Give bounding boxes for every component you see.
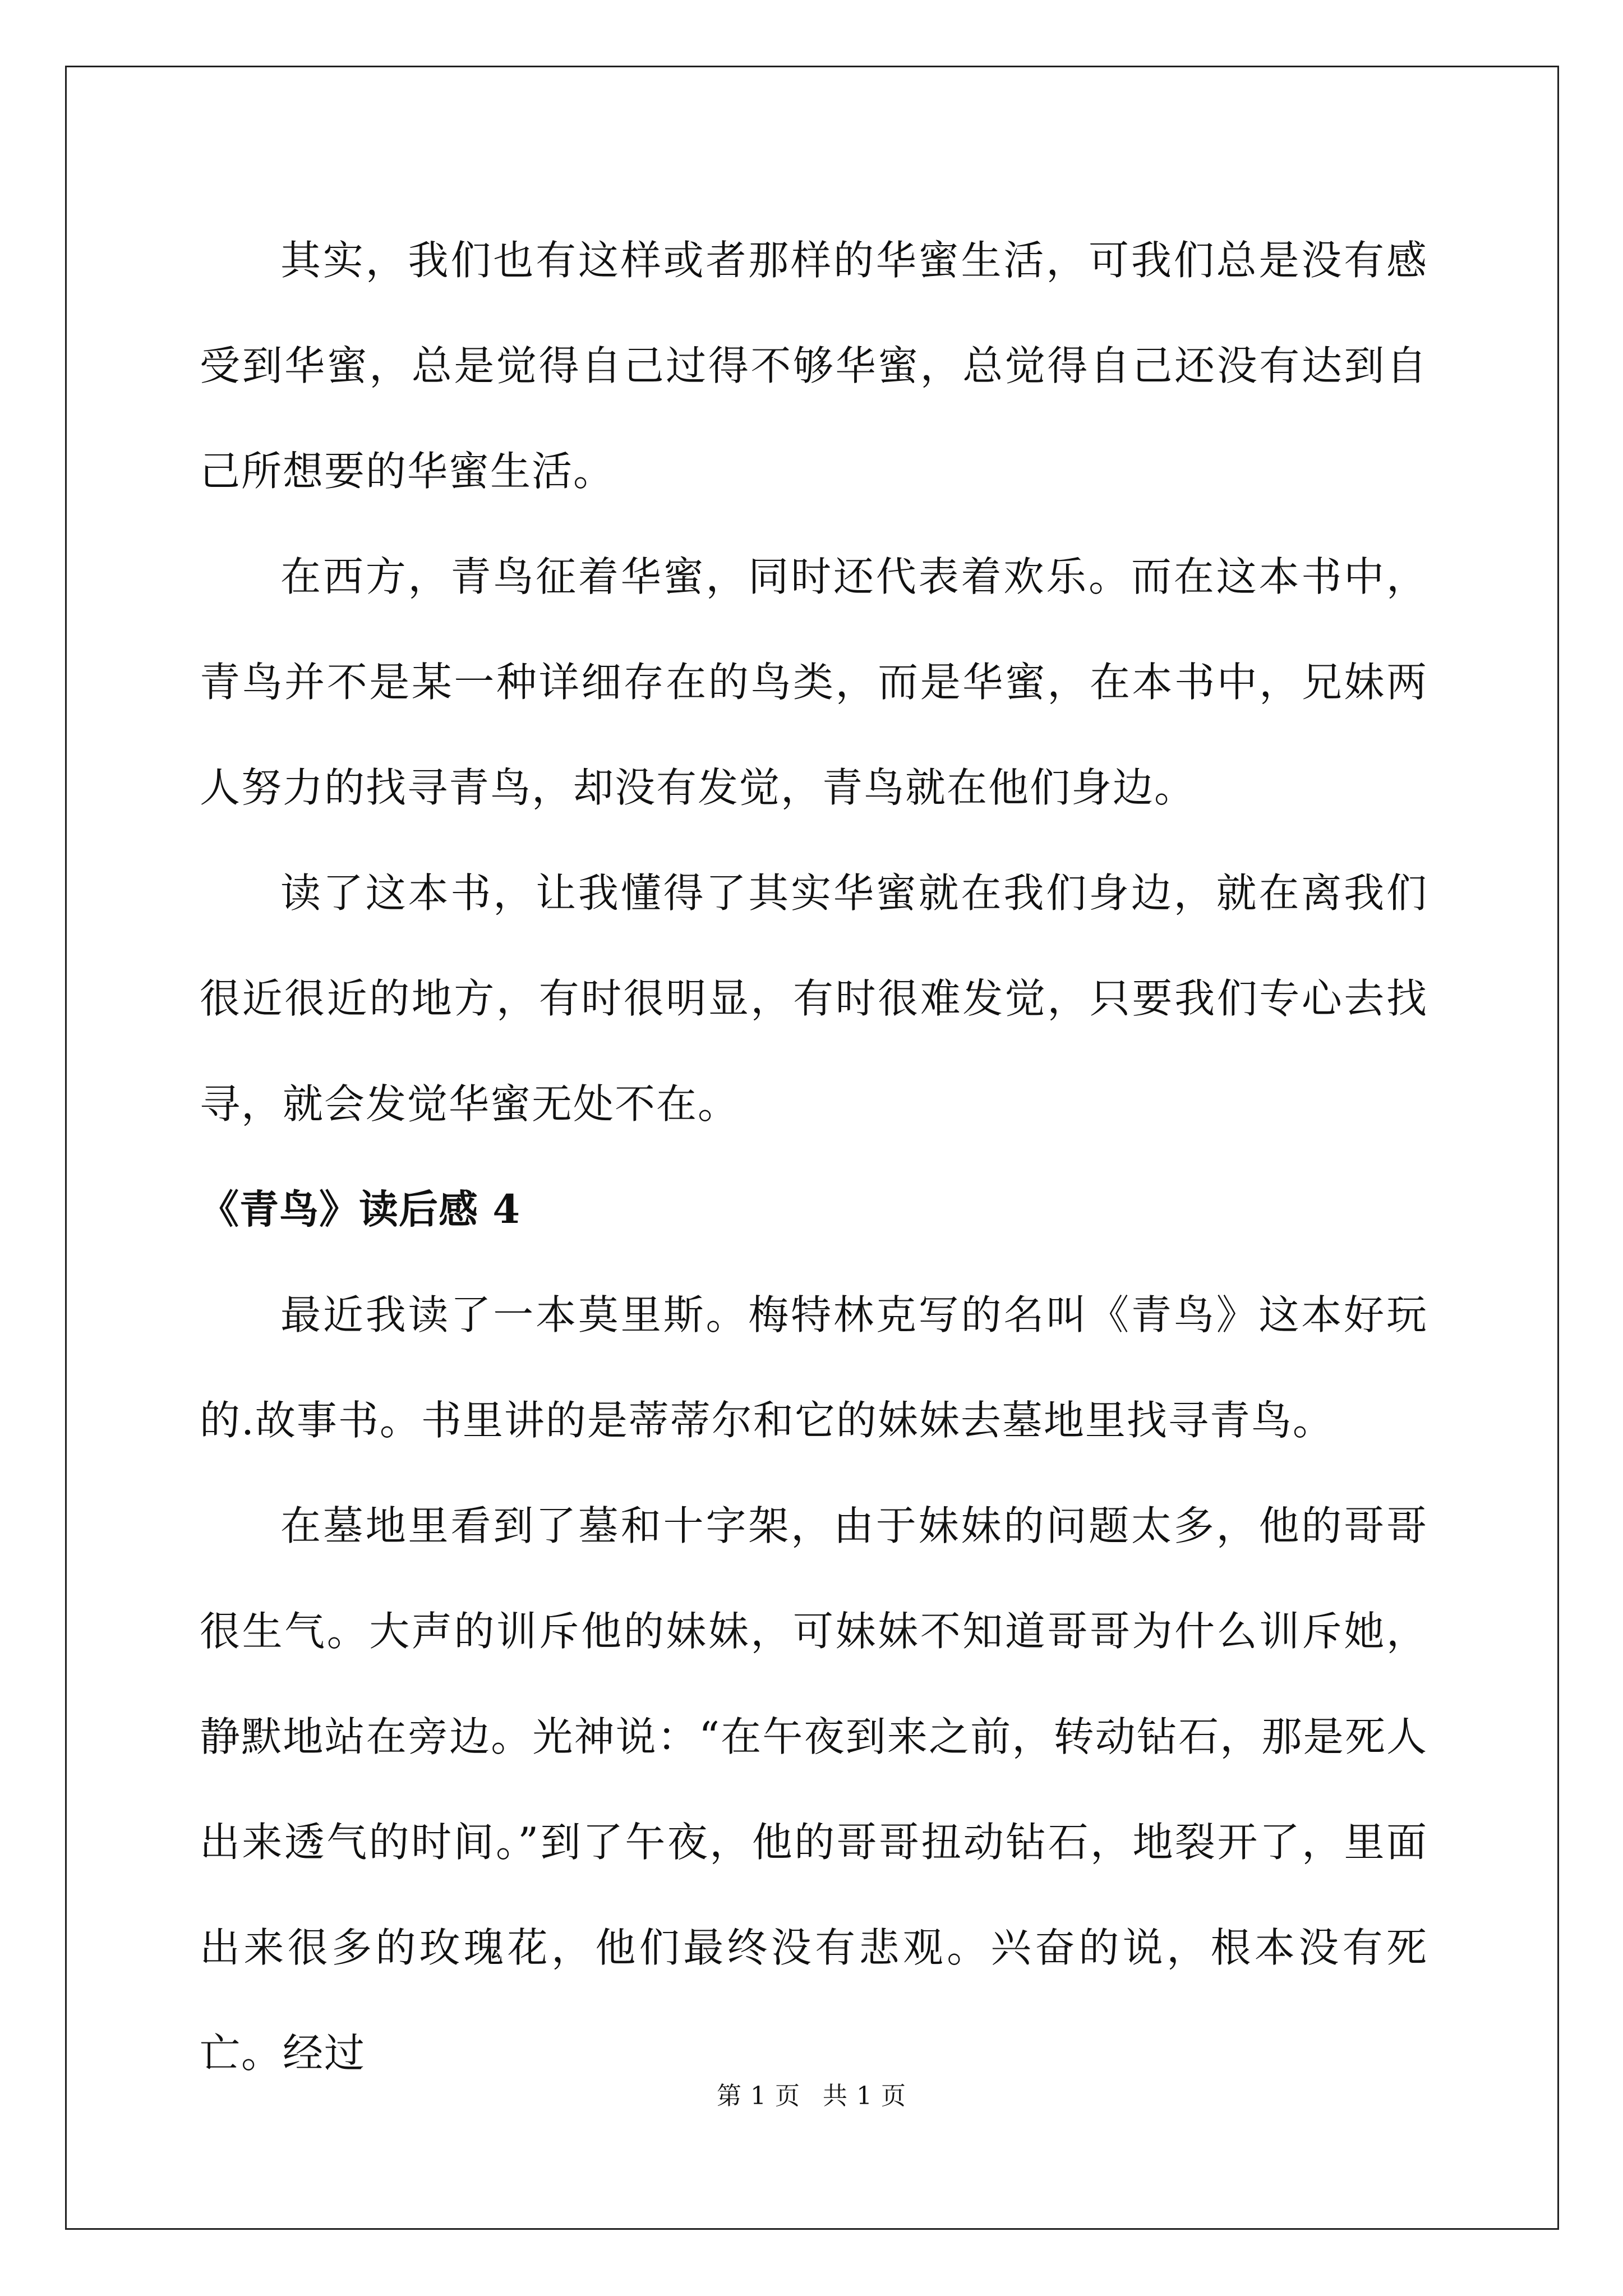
paragraph: 读了这本书，让我懂得了其实华蜜就在我们身边，就在离我们很近很近的地方，有时很明显，有时很难发觉，只要我们专心去找寻，就会发觉华蜜无处不在。 [200, 869, 1428, 1128]
document-body [200, 208, 1428, 2106]
paragraph: 在墓地里看到了墓和十字架，由于妹妹的问题太多，他的哥哥很生气。大声的训斥他的妹妹，可妹妹不知道哥哥为什么训斥她，静默地站在旁边。光神说：“在午夜到来之前，转动钻石，那是死人出来透气的时间。”到了午夜，他的哥哥扭动钻石，地裂开了，里面出来很多的玫瑰花，他们最终没有悲观。兴奋的说，根本没有死亡。经过 [200, 1502, 1428, 2077]
paragraph: 其实，我们也有这样或者那样的华蜜生活，可我们总是没有感受到华蜜，总是觉得自己过得不够华蜜，总觉得自己还没有达到自己所想要的华蜜生活。 [200, 237, 1428, 495]
paragraph: 最近我读了一本莫里斯。梅特林克写的名叫《青鸟》这本好玩的.故事书。书里讲的是蒂蒂尔和它的妹妹去墓地里找寻青鸟。 [200, 1291, 1428, 1444]
section-heading: 《青鸟》读后感 4 [200, 1186, 521, 1232]
page-total: 共 1 页 [823, 2082, 906, 2110]
page-footer [0, 2076, 1623, 2111]
page-number: 第 1 页 [717, 2082, 800, 2110]
paragraph: 在西方，青鸟征着华蜜，同时还代表着欢乐。而在这本书中，青鸟并不是某一种详细存在的鸟类，而是华蜜，在本书中，兄妹两人努力的找寻青鸟，却没有发觉，青鸟就在他们身边。 [200, 553, 1428, 811]
